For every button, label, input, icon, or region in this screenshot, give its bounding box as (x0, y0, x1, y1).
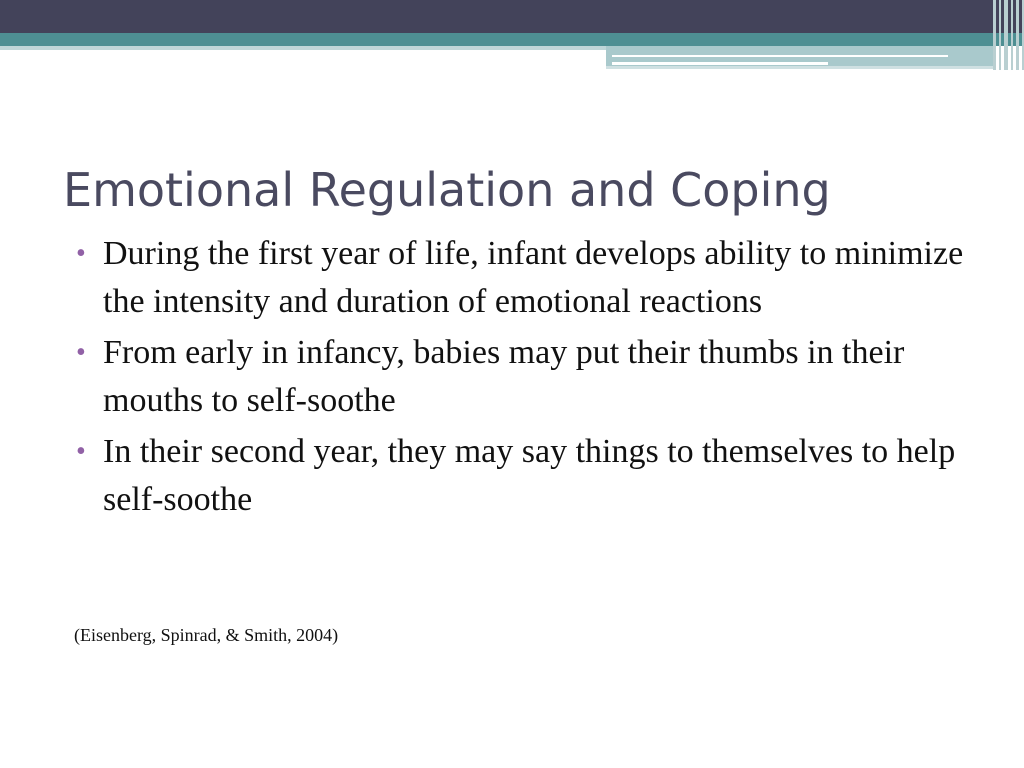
header-right-line (606, 66, 996, 69)
slide-title: Emotional Regulation and Coping (63, 163, 831, 217)
bullet-dot-icon: • (76, 337, 86, 368)
bullet-dot-icon: • (76, 436, 86, 467)
header-right-line (612, 55, 948, 57)
bullet-text: From early in infancy, babies may put their thumbs in their mouths to self-soothe (103, 334, 905, 419)
header-dark-band (0, 0, 1024, 33)
bullet-dot-icon: • (76, 238, 86, 269)
bullet-text: During the first year of life, infant develops ability to minimize the intensity and duration of emotional reactions (103, 235, 964, 320)
bullet-item (76, 230, 976, 326)
header-light-band (0, 46, 606, 50)
bullet-item (76, 428, 976, 524)
citation: (Eisenberg, Spinrad, & Smith, 2004) (74, 625, 339, 645)
bullet-text: In their second year, they may say things to themselves to help self-soothe (103, 433, 956, 518)
bullet-list (76, 230, 976, 527)
header-right-line (612, 62, 828, 65)
header-vertical-stripes (993, 0, 1024, 70)
bullet-item (76, 329, 976, 425)
header-teal-band (0, 33, 1024, 46)
